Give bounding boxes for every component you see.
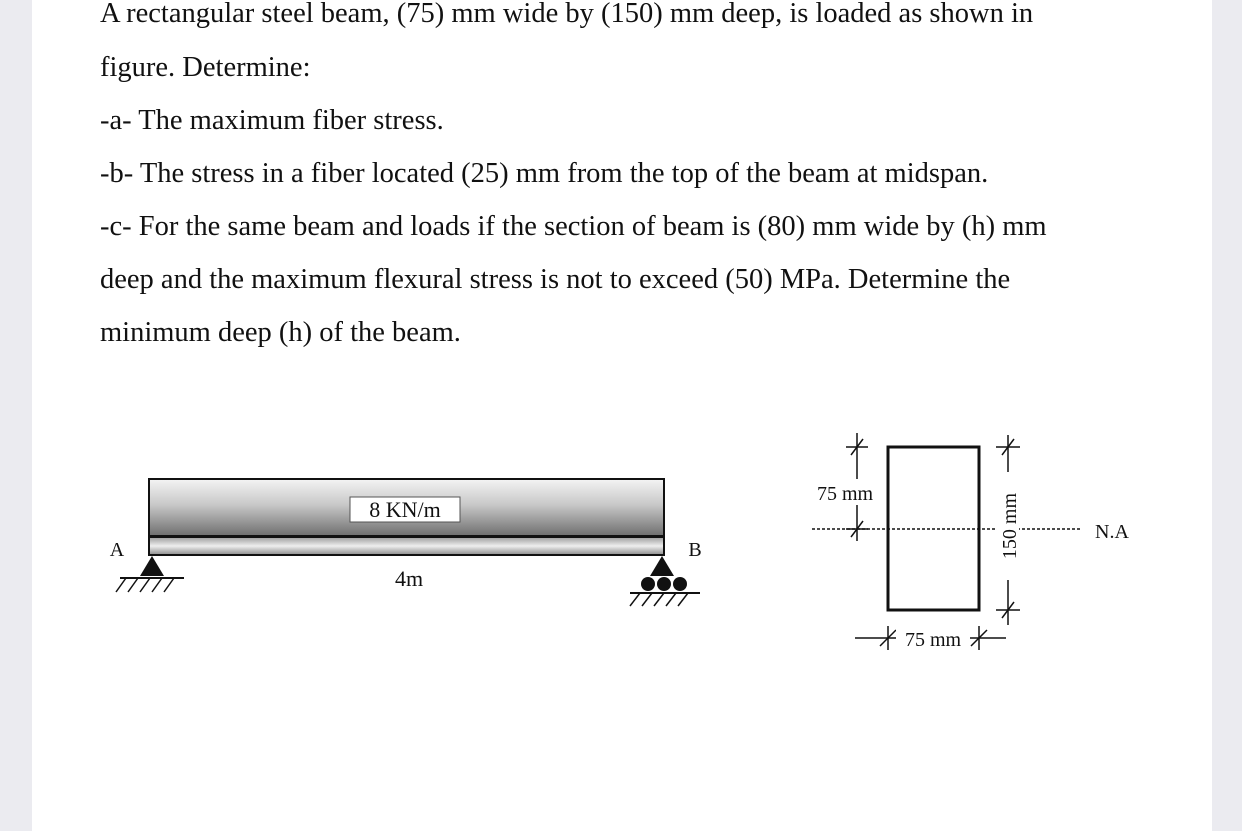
support-b-label: B — [688, 539, 702, 561]
span-label: 4m — [394, 566, 424, 591]
beam — [149, 537, 664, 555]
problem-line-5: -c- For the same beam and loads if the section of beam is (80) mm wide by (h) mm — [100, 211, 1047, 242]
problem-line-4: -b- The stress in a fiber located (25) mm from the top of the beam at midspan. — [100, 158, 989, 189]
neutral-axis-label: N.A — [1095, 521, 1129, 543]
support-a-pin — [116, 556, 184, 592]
load-label-box — [350, 497, 460, 522]
height-label: 150 mm — [999, 492, 1021, 560]
problem-line-7: minimum deep (h) of the beam. — [100, 317, 461, 348]
load-label: 8 KN/m — [369, 497, 441, 522]
support-a-label: A — [109, 539, 125, 561]
width-label: 75 mm — [904, 629, 962, 651]
support-b-roller — [630, 556, 700, 606]
top-dim-label: 75 mm — [816, 483, 874, 505]
problem-line-3: -a- The maximum fiber stress. — [100, 105, 444, 136]
problem-line-1: A rectangular steel beam, (75) mm wide by (150) mm deep, is loaded as shown in — [100, 0, 1034, 29]
problem-line-6: deep and the maximum flexural stress is not to exceed (50) MPa. Determine the — [100, 264, 1011, 295]
problem-line-2: figure. Determine: — [100, 52, 311, 83]
